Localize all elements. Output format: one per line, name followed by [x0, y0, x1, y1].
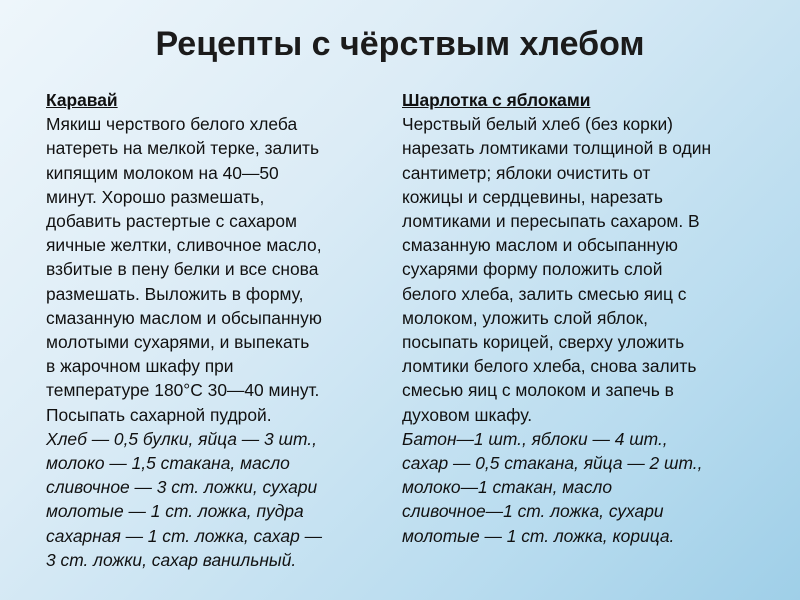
- ingredient-line: Хлеб — 0,5 булки, яйца — 3 шт.,: [46, 428, 317, 449]
- instruction-line: сухарями форму положить слой: [402, 259, 663, 280]
- instruction-line: нарезать ломтиками толщиной в один: [402, 138, 712, 159]
- recipe-ingredients: [46, 427, 381, 572]
- recipe-instructions: [402, 112, 747, 427]
- ingredient-line: сахар — 0,5 стакана, яйца — 2 шт.,: [402, 453, 703, 474]
- instruction-line: сантиметр; яблоки очистить от: [402, 162, 651, 183]
- ingredient-line: сливочное — 3 ст. ложки, сухари: [46, 477, 318, 498]
- ingredient-line: молотые — 1 ст. ложка, корица.: [402, 525, 675, 546]
- instruction-line: добавить растертые с сахаром: [46, 211, 297, 232]
- recipe-karavai: [46, 88, 381, 572]
- instruction-line: Черствый белый хлеб (без корки): [402, 114, 673, 135]
- instruction-line: смазанную маслом и обсыпанную: [46, 307, 322, 328]
- instruction-line: натереть на мелкой терке, залить: [46, 138, 320, 159]
- instruction-line: Посыпать сахарной пудрой.: [46, 404, 272, 425]
- recipe-ingredients: [402, 427, 747, 548]
- instruction-line: размешать. Выложить в форму,: [46, 283, 304, 304]
- instruction-line: молотыми сухарями, и выпекать: [46, 332, 310, 353]
- recipe-sharlotka: [402, 88, 747, 548]
- recipe-heading: Каравай: [46, 90, 118, 110]
- instruction-line: посыпать корицей, сверху уложить: [402, 332, 685, 353]
- instruction-line: ломтики белого хлеба, снова залить: [402, 356, 697, 377]
- ingredient-line: молотые — 1 ст. ложка, пудра: [46, 501, 304, 522]
- instruction-line: ломтиками и пересыпать сахаром. В: [402, 211, 700, 232]
- instruction-line: в жарочном шкафу при: [46, 356, 234, 377]
- recipe-instructions: [46, 112, 381, 427]
- instruction-line: смесью яиц с молоком и запечь в: [402, 380, 674, 401]
- instruction-line: кожицы и сердцевины, нарезать: [402, 186, 663, 207]
- recipe-heading: Шарлотка с яблоками: [402, 90, 591, 110]
- instruction-line: минут. Хорошо размешать,: [46, 186, 265, 207]
- instruction-line: духовом шкафу.: [402, 404, 533, 425]
- instruction-line: кипящим молоком на 40—50: [46, 162, 279, 183]
- instruction-line: смазанную маслом и обсыпанную: [402, 235, 678, 256]
- ingredient-line: сахарная — 1 ст. ложка, сахар —: [46, 525, 322, 546]
- instruction-line: яичные желтки, сливочное масло,: [46, 235, 322, 256]
- slide-title: Рецепты с чёрствым хлебом: [155, 25, 645, 63]
- ingredient-line: Батон—1 шт., яблоки — 4 шт.,: [402, 428, 668, 449]
- ingredient-line: молоко—1 стакан, масло: [402, 477, 613, 498]
- instruction-line: молоком, уложить слой яблок,: [402, 307, 648, 328]
- instruction-line: Мякиш черствого белого хлеба: [46, 114, 298, 135]
- instruction-line: температуре 180°С 30—40 минут.: [46, 380, 320, 401]
- ingredient-line: 3 ст. ложки, сахар ванильный.: [46, 549, 297, 570]
- instruction-line: взбитые в пену белки и все снова: [46, 259, 319, 280]
- ingredient-line: молоко — 1,5 стакана, масло: [46, 453, 290, 474]
- ingredient-line: сливочное—1 ст. ложка, сухари: [402, 501, 664, 522]
- instruction-line: белого хлеба, залить смесью яиц с: [402, 283, 687, 304]
